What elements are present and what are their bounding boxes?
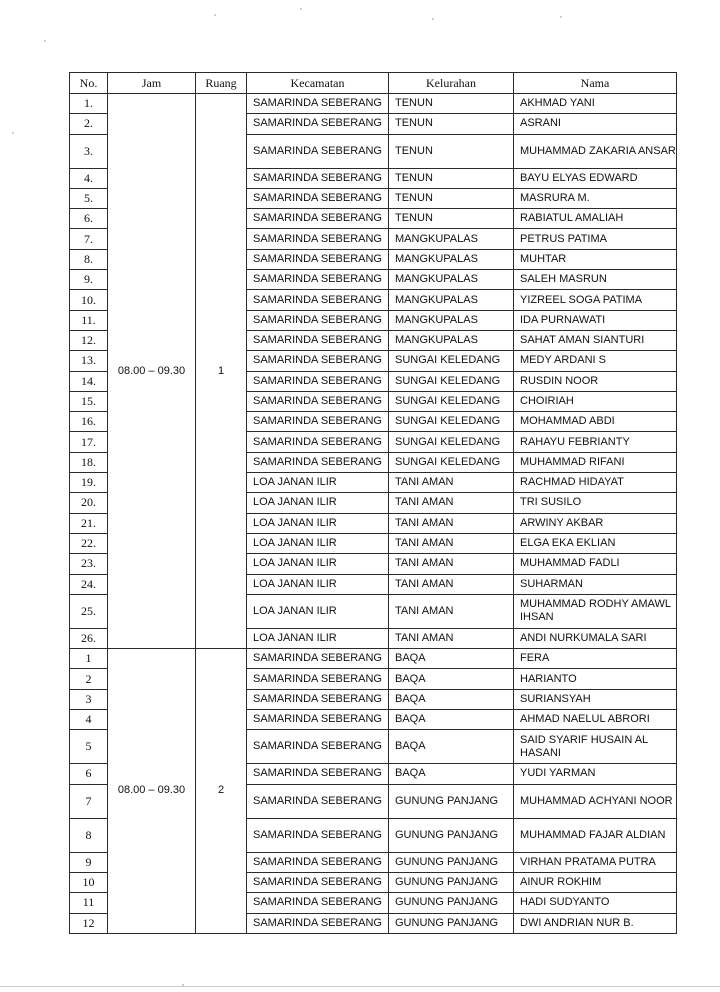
kecamatan-cell: LOA JANAN ILIR bbox=[247, 628, 389, 648]
row-number-cell: 20. bbox=[70, 493, 108, 513]
row-number-cell: 12 bbox=[70, 913, 108, 933]
nama-cell: YUDI YARMAN bbox=[514, 764, 677, 784]
kecamatan-cell: SAMARINDA SEBERANG bbox=[247, 94, 389, 114]
kelurahan-cell: GUNUNG PANJANG bbox=[389, 893, 514, 913]
session-time-cell: 08.00 – 09.30 bbox=[108, 94, 196, 649]
kecamatan-cell: SAMARINDA SEBERANG bbox=[247, 852, 389, 872]
row-number-cell: 4 bbox=[70, 710, 108, 730]
scan-speck bbox=[44, 40, 46, 42]
scan-speck bbox=[214, 14, 216, 16]
nama-cell: MUHAMMAD FAJAR ALDIAN bbox=[514, 818, 677, 852]
nama-cell: MUHAMMAD RIFANI bbox=[514, 452, 677, 472]
kecamatan-cell: SAMARINDA SEBERANG bbox=[247, 412, 389, 432]
nama-cell: AHMAD NAELUL ABRORI bbox=[514, 710, 677, 730]
nama-cell: ELGA EKA EKLIAN bbox=[514, 533, 677, 553]
kelurahan-cell: TANI AMAN bbox=[389, 473, 514, 493]
participant-table bbox=[69, 72, 677, 934]
nama-cell: FERA bbox=[514, 649, 677, 669]
kelurahan-cell: GUNUNG PANJANG bbox=[389, 784, 514, 818]
nama-cell: MUHAMMAD FADLI bbox=[514, 554, 677, 574]
kecamatan-cell: SAMARINDA SEBERANG bbox=[247, 784, 389, 818]
header-no: No. bbox=[70, 73, 108, 94]
kecamatan-cell: SAMARINDA SEBERANG bbox=[247, 669, 389, 689]
kelurahan-cell: GUNUNG PANJANG bbox=[389, 852, 514, 872]
row-number-cell: 3 bbox=[70, 689, 108, 709]
kelurahan-cell: TANI AMAN bbox=[389, 628, 514, 648]
nama-cell: AINUR ROKHIM bbox=[514, 872, 677, 892]
kecamatan-cell: LOA JANAN ILIR bbox=[247, 574, 389, 594]
nama-cell: AKHMAD YANI bbox=[514, 94, 677, 114]
kelurahan-cell: TENUN bbox=[389, 114, 514, 134]
row-number-cell: 23. bbox=[70, 554, 108, 574]
kecamatan-cell: SAMARINDA SEBERANG bbox=[247, 330, 389, 350]
nama-cell: YIZREEL SOGA PATIMA bbox=[514, 290, 677, 310]
kecamatan-cell: SAMARINDA SEBERANG bbox=[247, 710, 389, 730]
nama-cell: RABIATUL AMALIAH bbox=[514, 209, 677, 229]
row-number-cell: 7 bbox=[70, 784, 108, 818]
session-time-cell: 08.00 – 09.30 bbox=[108, 649, 196, 934]
nama-cell: RAHAYU FEBRIANTY bbox=[514, 432, 677, 452]
row-number-cell: 8 bbox=[70, 818, 108, 852]
row-number-cell: 17. bbox=[70, 432, 108, 452]
kecamatan-cell: SAMARINDA SEBERANG bbox=[247, 391, 389, 411]
table-row bbox=[70, 649, 677, 669]
kelurahan-cell: BAQA bbox=[389, 710, 514, 730]
nama-cell: ANDI NURKUMALA SARI bbox=[514, 628, 677, 648]
kecamatan-cell: SAMARINDA SEBERANG bbox=[247, 209, 389, 229]
header-kelurahan: Kelurahan bbox=[389, 73, 514, 94]
table-row bbox=[70, 94, 677, 114]
kelurahan-cell: MANGKUPALAS bbox=[389, 330, 514, 350]
nama-cell: CHOIRIAH bbox=[514, 391, 677, 411]
nama-cell: MASRURA M. bbox=[514, 188, 677, 208]
kecamatan-cell: SAMARINDA SEBERANG bbox=[247, 310, 389, 330]
nama-cell: MOHAMMAD ABDI bbox=[514, 412, 677, 432]
row-number-cell: 10. bbox=[70, 290, 108, 310]
kelurahan-cell: MANGKUPALAS bbox=[389, 310, 514, 330]
attendance-sheet bbox=[69, 72, 676, 934]
row-number-cell: 19. bbox=[70, 473, 108, 493]
nama-cell: SAHAT AMAN SIANTURI bbox=[514, 330, 677, 350]
nama-cell: HARIANTO bbox=[514, 669, 677, 689]
kelurahan-cell: BAQA bbox=[389, 649, 514, 669]
kelurahan-cell: TENUN bbox=[389, 134, 514, 168]
kelurahan-cell: BAQA bbox=[389, 730, 514, 764]
scan-speck bbox=[432, 18, 434, 20]
kecamatan-cell: SAMARINDA SEBERANG bbox=[247, 818, 389, 852]
kelurahan-cell: BAQA bbox=[389, 669, 514, 689]
nama-cell: VIRHAN PRATAMA PUTRA bbox=[514, 852, 677, 872]
kecamatan-cell: SAMARINDA SEBERANG bbox=[247, 893, 389, 913]
nama-cell: MUHAMMAD ACHYANI NOOR bbox=[514, 784, 677, 818]
nama-cell: MUHAMMAD RODHY AMAWL IHSAN bbox=[514, 594, 677, 628]
kecamatan-cell: SAMARINDA SEBERANG bbox=[247, 913, 389, 933]
kecamatan-cell: LOA JANAN ILIR bbox=[247, 533, 389, 553]
nama-cell: TRI SUSILO bbox=[514, 493, 677, 513]
row-number-cell: 9. bbox=[70, 270, 108, 290]
scan-speck bbox=[560, 16, 562, 18]
kelurahan-cell: BAQA bbox=[389, 689, 514, 709]
kelurahan-cell: GUNUNG PANJANG bbox=[389, 913, 514, 933]
scan-speck bbox=[12, 132, 14, 134]
row-number-cell: 6. bbox=[70, 209, 108, 229]
row-number-cell: 9 bbox=[70, 852, 108, 872]
nama-cell: SURIANSYAH bbox=[514, 689, 677, 709]
kecamatan-cell: LOA JANAN ILIR bbox=[247, 473, 389, 493]
kelurahan-cell: SUNGAI KELEDANG bbox=[389, 452, 514, 472]
nama-cell: SUHARMAN bbox=[514, 574, 677, 594]
kelurahan-cell: TANI AMAN bbox=[389, 533, 514, 553]
row-number-cell: 5. bbox=[70, 188, 108, 208]
row-number-cell: 26. bbox=[70, 628, 108, 648]
kelurahan-cell: GUNUNG PANJANG bbox=[389, 872, 514, 892]
kecamatan-cell: SAMARINDA SEBERANG bbox=[247, 432, 389, 452]
row-number-cell: 11 bbox=[70, 893, 108, 913]
kecamatan-cell: SAMARINDA SEBERANG bbox=[247, 134, 389, 168]
kecamatan-cell: SAMARINDA SEBERANG bbox=[247, 114, 389, 134]
kelurahan-cell: TENUN bbox=[389, 188, 514, 208]
kelurahan-cell: GUNUNG PANJANG bbox=[389, 818, 514, 852]
row-number-cell: 21. bbox=[70, 513, 108, 533]
kelurahan-cell: MANGKUPALAS bbox=[389, 290, 514, 310]
kelurahan-cell: MANGKUPALAS bbox=[389, 249, 514, 269]
nama-cell: ASRANI bbox=[514, 114, 677, 134]
header-kecamatan: Kecamatan bbox=[247, 73, 389, 94]
kecamatan-cell: SAMARINDA SEBERANG bbox=[247, 229, 389, 249]
row-number-cell: 14. bbox=[70, 371, 108, 391]
kelurahan-cell: TENUN bbox=[389, 209, 514, 229]
nama-cell: RACHMAD HIDAYAT bbox=[514, 473, 677, 493]
row-number-cell: 2 bbox=[70, 669, 108, 689]
session-room-cell: 1 bbox=[196, 94, 247, 649]
kecamatan-cell: SAMARINDA SEBERANG bbox=[247, 168, 389, 188]
table-header-row bbox=[70, 73, 677, 94]
nama-cell: MEDY ARDANI S bbox=[514, 351, 677, 371]
nama-cell: DWI ANDRIAN NUR B. bbox=[514, 913, 677, 933]
kelurahan-cell: SUNGAI KELEDANG bbox=[389, 351, 514, 371]
kelurahan-cell: TANI AMAN bbox=[389, 513, 514, 533]
kecamatan-cell: SAMARINDA SEBERANG bbox=[247, 730, 389, 764]
kelurahan-cell: SUNGAI KELEDANG bbox=[389, 391, 514, 411]
row-number-cell: 4. bbox=[70, 168, 108, 188]
row-number-cell: 7. bbox=[70, 229, 108, 249]
row-number-cell: 25. bbox=[70, 594, 108, 628]
row-number-cell: 1. bbox=[70, 94, 108, 114]
kelurahan-cell: SUNGAI KELEDANG bbox=[389, 432, 514, 452]
header-nama: Nama bbox=[514, 73, 677, 94]
kelurahan-cell: TANI AMAN bbox=[389, 594, 514, 628]
nama-cell: IDA PURNAWATI bbox=[514, 310, 677, 330]
kecamatan-cell: SAMARINDA SEBERANG bbox=[247, 188, 389, 208]
session-room-cell: 2 bbox=[196, 649, 247, 934]
nama-cell: HADI SUDYANTO bbox=[514, 893, 677, 913]
kecamatan-cell: SAMARINDA SEBERANG bbox=[247, 351, 389, 371]
kecamatan-cell: SAMARINDA SEBERANG bbox=[247, 249, 389, 269]
row-number-cell: 13. bbox=[70, 351, 108, 371]
kecamatan-cell: SAMARINDA SEBERANG bbox=[247, 649, 389, 669]
page-edge-line bbox=[0, 986, 720, 987]
kelurahan-cell: TENUN bbox=[389, 168, 514, 188]
row-number-cell: 11. bbox=[70, 310, 108, 330]
nama-cell: ARWINY AKBAR bbox=[514, 513, 677, 533]
kecamatan-cell: LOA JANAN ILIR bbox=[247, 493, 389, 513]
row-number-cell: 6 bbox=[70, 764, 108, 784]
row-number-cell: 16. bbox=[70, 412, 108, 432]
nama-cell: SALEH MASRUN bbox=[514, 270, 677, 290]
row-number-cell: 24. bbox=[70, 574, 108, 594]
kelurahan-cell: SUNGAI KELEDANG bbox=[389, 412, 514, 432]
kelurahan-cell: MANGKUPALAS bbox=[389, 229, 514, 249]
row-number-cell: 22. bbox=[70, 533, 108, 553]
scan-speck bbox=[300, 8, 302, 10]
row-number-cell: 15. bbox=[70, 391, 108, 411]
kelurahan-cell: TANI AMAN bbox=[389, 493, 514, 513]
header-ruang: Ruang bbox=[196, 73, 247, 94]
kecamatan-cell: LOA JANAN ILIR bbox=[247, 554, 389, 574]
header-jam: Jam bbox=[108, 73, 196, 94]
kecamatan-cell: SAMARINDA SEBERANG bbox=[247, 371, 389, 391]
kecamatan-cell: SAMARINDA SEBERANG bbox=[247, 764, 389, 784]
kecamatan-cell: SAMARINDA SEBERANG bbox=[247, 689, 389, 709]
kecamatan-cell: SAMARINDA SEBERANG bbox=[247, 452, 389, 472]
nama-cell: BAYU ELYAS EDWARD bbox=[514, 168, 677, 188]
nama-cell: PETRUS PATIMA bbox=[514, 229, 677, 249]
kecamatan-cell: SAMARINDA SEBERANG bbox=[247, 270, 389, 290]
row-number-cell: 2. bbox=[70, 114, 108, 134]
row-number-cell: 12. bbox=[70, 330, 108, 350]
row-number-cell: 5 bbox=[70, 730, 108, 764]
row-number-cell: 18. bbox=[70, 452, 108, 472]
kelurahan-cell: BAQA bbox=[389, 764, 514, 784]
kecamatan-cell: SAMARINDA SEBERANG bbox=[247, 872, 389, 892]
nama-cell: MUHTAR bbox=[514, 249, 677, 269]
kecamatan-cell: LOA JANAN ILIR bbox=[247, 513, 389, 533]
kelurahan-cell: TANI AMAN bbox=[389, 574, 514, 594]
row-number-cell: 8. bbox=[70, 249, 108, 269]
nama-cell: SAID SYARIF HUSAIN AL HASANI bbox=[514, 730, 677, 764]
row-number-cell: 1 bbox=[70, 649, 108, 669]
kelurahan-cell: TENUN bbox=[389, 94, 514, 114]
kelurahan-cell: TANI AMAN bbox=[389, 554, 514, 574]
kecamatan-cell: LOA JANAN ILIR bbox=[247, 594, 389, 628]
row-number-cell: 3. bbox=[70, 134, 108, 168]
kelurahan-cell: SUNGAI KELEDANG bbox=[389, 371, 514, 391]
nama-cell: MUHAMMAD ZAKARIA ANSAR bbox=[514, 134, 677, 168]
table-body bbox=[70, 94, 677, 934]
kelurahan-cell: MANGKUPALAS bbox=[389, 270, 514, 290]
row-number-cell: 10 bbox=[70, 872, 108, 892]
kecamatan-cell: SAMARINDA SEBERANG bbox=[247, 290, 389, 310]
nama-cell: RUSDIN NOOR bbox=[514, 371, 677, 391]
